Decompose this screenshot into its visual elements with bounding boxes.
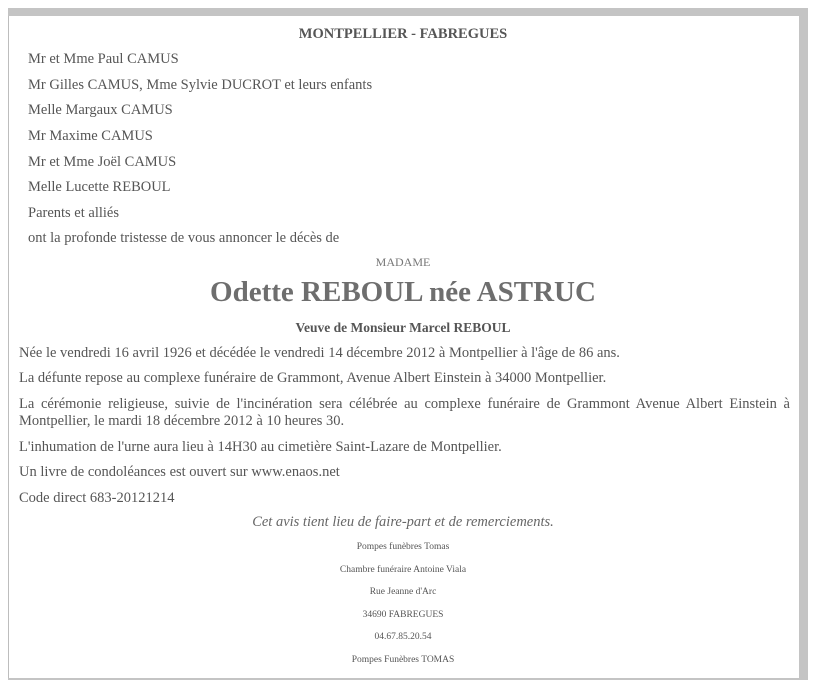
family-line: Mr Maxime CAMUS [28,128,153,144]
family-line: Mr et Mme Joël CAMUS [28,154,177,170]
family-line: Melle Lucette REBOUL [28,179,171,195]
footer-line: 34690 FABREGUES [362,610,444,620]
honorific: MADAME [375,255,431,269]
family-line: Mr et Mme Paul CAMUS [28,51,179,67]
detail-paragraph: L'inhumation de l'urne aura lieu à 14H30 au cimetière Saint-Lazare de Montpellier. [19,439,502,455]
family-line: Mr Gilles CAMUS, Mme Sylvie DUCROT et leurs enfants [28,77,373,93]
deceased-name: Odette REBOUL née ASTRUC [210,276,596,308]
detail-paragraph: La défunte repose au complexe funéraire de Grammont, Avenue Albert Einstein à 34000 Montpellier. [19,370,607,386]
condolence-link-line: Un livre de condoléances est ouvert sur www.enaos.net [19,464,340,480]
footer-line: Chambre funéraire Antoine Viala [339,565,467,575]
detail-paragraph: Née le vendredi 16 avril 1926 et décédée le vendredi 14 décembre 2012 à Montpellier à l'âge de 86 ans. [19,345,620,361]
location-heading: MONTPELLIER - FABREGUES [298,26,508,42]
widow-of-line: Veuve de Monsieur Marcel REBOUL [295,320,511,335]
announcement-line: ont la profonde tristesse de vous annoncer le décès de [28,230,340,246]
footer-line: Rue Jeanne d'Arc [369,587,437,597]
closing-note: Cet avis tient lieu de faire-part et de remerciements. [252,514,554,530]
footer-line: Pompes funèbres Tomas [356,542,450,552]
footer-line: 04.67.85.20.54 [374,632,432,642]
detail-paragraph: La cérémonie religieuse, suivie de l'incinération sera célébrée au complexe funéraire de Grammont Avenue Albert Einstein à Montpellier, le mardi 18 décembre 2012 à 10 heures 30. [19,396,790,429]
family-line: Melle Margaux CAMUS [28,102,173,118]
footer-line: Pompes Funèbres TOMAS [351,655,455,665]
family-line: Parents et alliés [28,205,120,221]
code-line: Code direct 683-20121214 [19,490,175,506]
